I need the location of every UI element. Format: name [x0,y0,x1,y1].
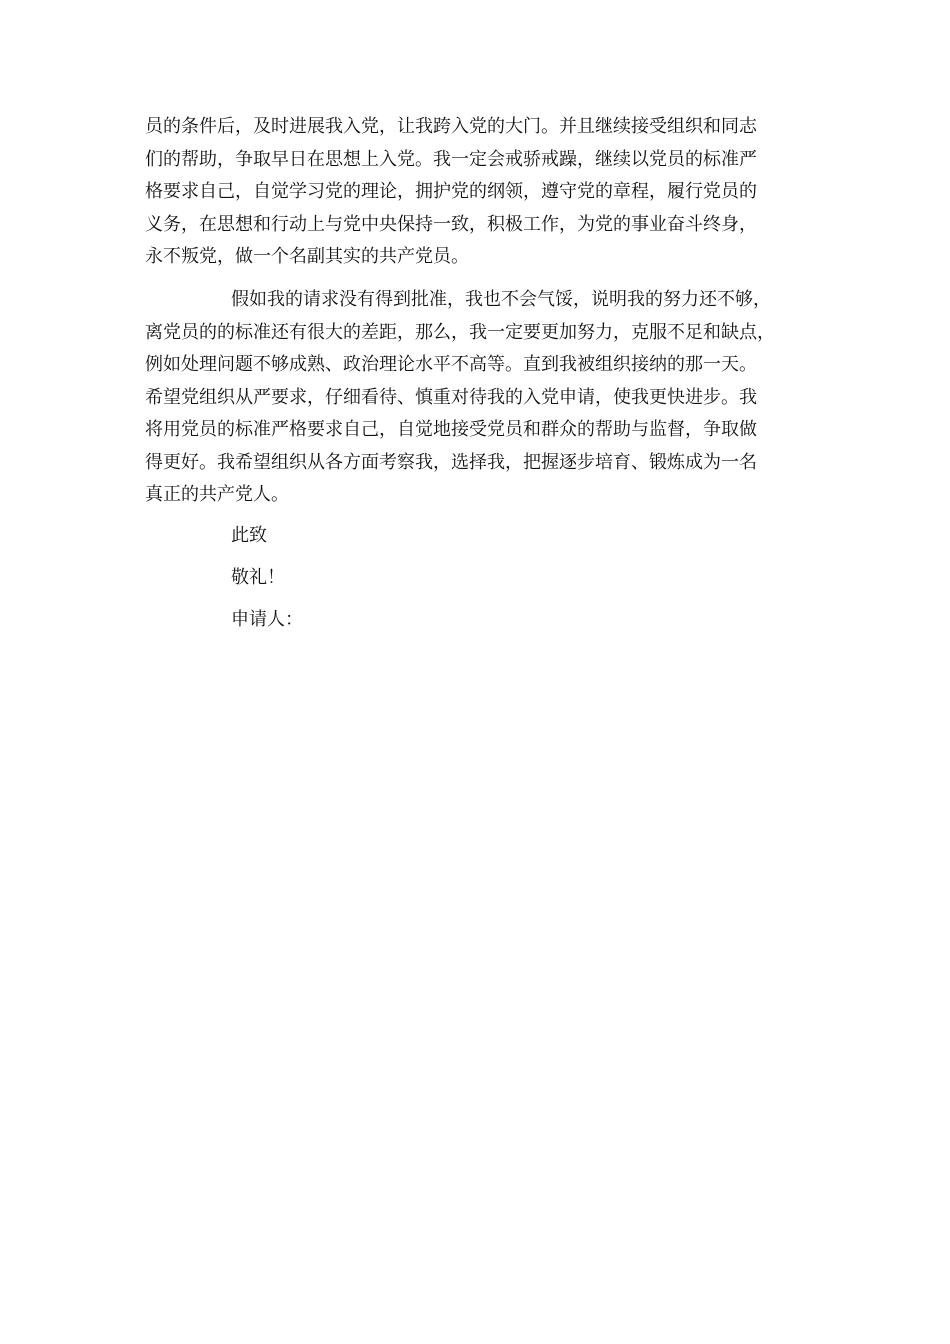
paragraph-line: 真正的共产党人。 [145,484,289,505]
paragraph-line: 离党员的的标准还有很大的差距，那么，我一定要更加努力，克服不足和缺点， [145,321,775,343]
paragraph-line: 永不叛党，做一个名副其实的共产党员。 [145,246,469,267]
paragraph-line: 义务，在思想和行动上与党中央保持一致，积极工作，为党的事业奋斗终身， [145,213,757,235]
paragraph-line: 员的条件后，及时进展我入党，让我跨入党的大门。并且继续接受组织和同志 [145,116,757,137]
paragraph-line: 例如处理问题不够成熟、政治理论水平不高等。直到我被组织接纳的那一天。 [145,354,757,375]
closing-regards: 敬礼！ [231,567,285,588]
closing-salutation: 此致 [231,525,267,546]
paragraph-if-rejected [145,284,815,512]
paragraph-line: 格要求自己，自觉学习党的理论，拥护党的纲领，遵守党的章程，履行党员的 [145,181,757,202]
paragraph-line: 将用党员的标准严格要求自己，自觉地接受党员和群众的帮助与监督，争取做 [145,419,757,440]
paragraph-line: 们的帮助，争取早日在思想上入党。我一定会戒骄戒躁，继续以党员的标准严 [145,148,757,170]
paragraph-line: 希望党组织从严要求，仔细看待、慎重对待我的入党申请，使我更快进步。我 [145,386,757,408]
paragraph-line: 假如我的请求没有得到批准，我也不会气馁，说明我的努力还不够， [231,289,771,310]
applicant-label: 申请人： [231,609,303,630]
paragraph-line: 得更好。我希望组织从各方面考察我，选择我，把握逐步培育、锻炼成为一名 [145,451,757,473]
paragraph-commitment [145,111,815,274]
